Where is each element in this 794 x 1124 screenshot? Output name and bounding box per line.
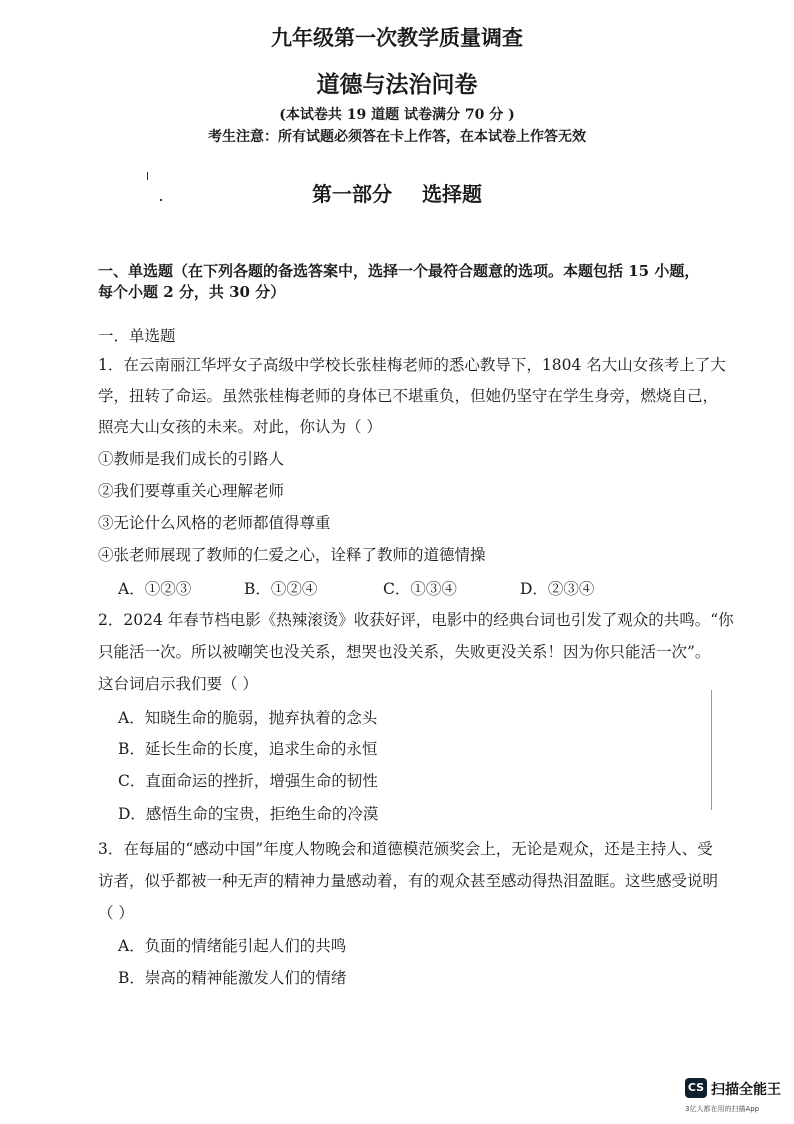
scan-edge-line (711, 690, 712, 810)
q2-line-3: 这台词启示我们要（ ） (98, 675, 258, 693)
scanner-tagline: 3亿人都在用的扫描App (685, 1105, 760, 1113)
q2-line-1: 2．2024 年春节档电影《热辣滚烫》收获好评，电影中的经典台词也引发了观众的共鸣。“你 (98, 611, 734, 629)
q3-option-b: B．崇高的精神能激发人们的情绪 (118, 969, 347, 987)
q1-statement-3: ③无论什么风格的老师都值得尊重 (98, 514, 331, 532)
q1-line-1: 1．在云南丽江华坪女子高级中学校长张桂梅老师的悉心教导下，1804 名大山女孩考上了大 (98, 356, 726, 374)
q1-option-b: B．①②④ (244, 580, 318, 598)
part-name: 选择题 (422, 182, 482, 206)
q1-option-d: D．②③④ (520, 580, 595, 598)
camscanner-logo-icon: CS (685, 1078, 707, 1098)
exam-title: 九年级第一次教学质量调查 (271, 25, 523, 50)
q2-option-b: B．延长生命的长度，追求生命的永恒 (118, 740, 378, 758)
q1-option-c: C．①③④ (383, 580, 457, 598)
q3-line-3: （ ） (98, 904, 134, 922)
q1-option-a: A．①②③ (118, 580, 192, 598)
exam-notice: 考生注意：所有试题必须答在卡上作答，在本试卷上作答无效 (208, 129, 586, 145)
q2-option-a: A．知晓生命的脆弱，抛弃执着的念头 (118, 709, 378, 727)
part-heading (0, 178, 794, 207)
q3-option-a: A．负面的情绪能引起人们的共鸣 (118, 937, 347, 955)
q1-line-2: 学，扭转了命运。虽然张桂梅老师的身体已不堪重负，但她仍坚守在学生身旁，燃烧自己， (98, 387, 719, 405)
q1-statement-2: ②我们要尊重关心理解老师 (98, 482, 285, 500)
part-label: 第一部分 (312, 182, 392, 206)
sub-heading: 一．单选题 (98, 327, 176, 345)
q2-option-c: C．直面命运的挫折，增强生命的韧性 (118, 772, 378, 790)
exam-info: (本试卷共 19 道题 试卷满分 70 分 ) (279, 107, 515, 123)
section-intro-line-1: 一、单选题（在下列各题的备选答案中，选择一个最符合题意的选项。本题包括 15 小题， (98, 262, 700, 280)
section-intro-line-2: 每个小题 2 分，共 30 分） (98, 283, 286, 301)
q1-statement-1: ①教师是我们成长的引路人 (98, 450, 285, 468)
q2-line-2: 只能活一次。所以被嘲笑也没关系，想哭也没关系，失败更没关系！因为你只能活一次”。 (98, 643, 711, 661)
q3-line-2: 访者，似乎都被一种无声的精神力量感动着，有的观众甚至感动得热泪盈眶。这些感受说明 (98, 872, 719, 890)
scanner-app-name: 扫描全能王 (711, 1082, 781, 1098)
q1-line-3: 照亮大山女孩的未来。对此，你认为（ ） (98, 418, 382, 436)
q1-statement-4: ④张老师展现了教师的仁爱之心，诠释了教师的道德情操 (98, 546, 486, 564)
q2-option-d: D．感悟生命的宝贵，拒绝生命的冷漠 (118, 805, 379, 823)
q3-line-1: 3．在每届的“感动中国”年度人物晚会和道德模范颁奖会上，无论是观众，还是主持人、受 (98, 840, 713, 858)
subject-title: 道德与法治问卷 (316, 71, 478, 98)
